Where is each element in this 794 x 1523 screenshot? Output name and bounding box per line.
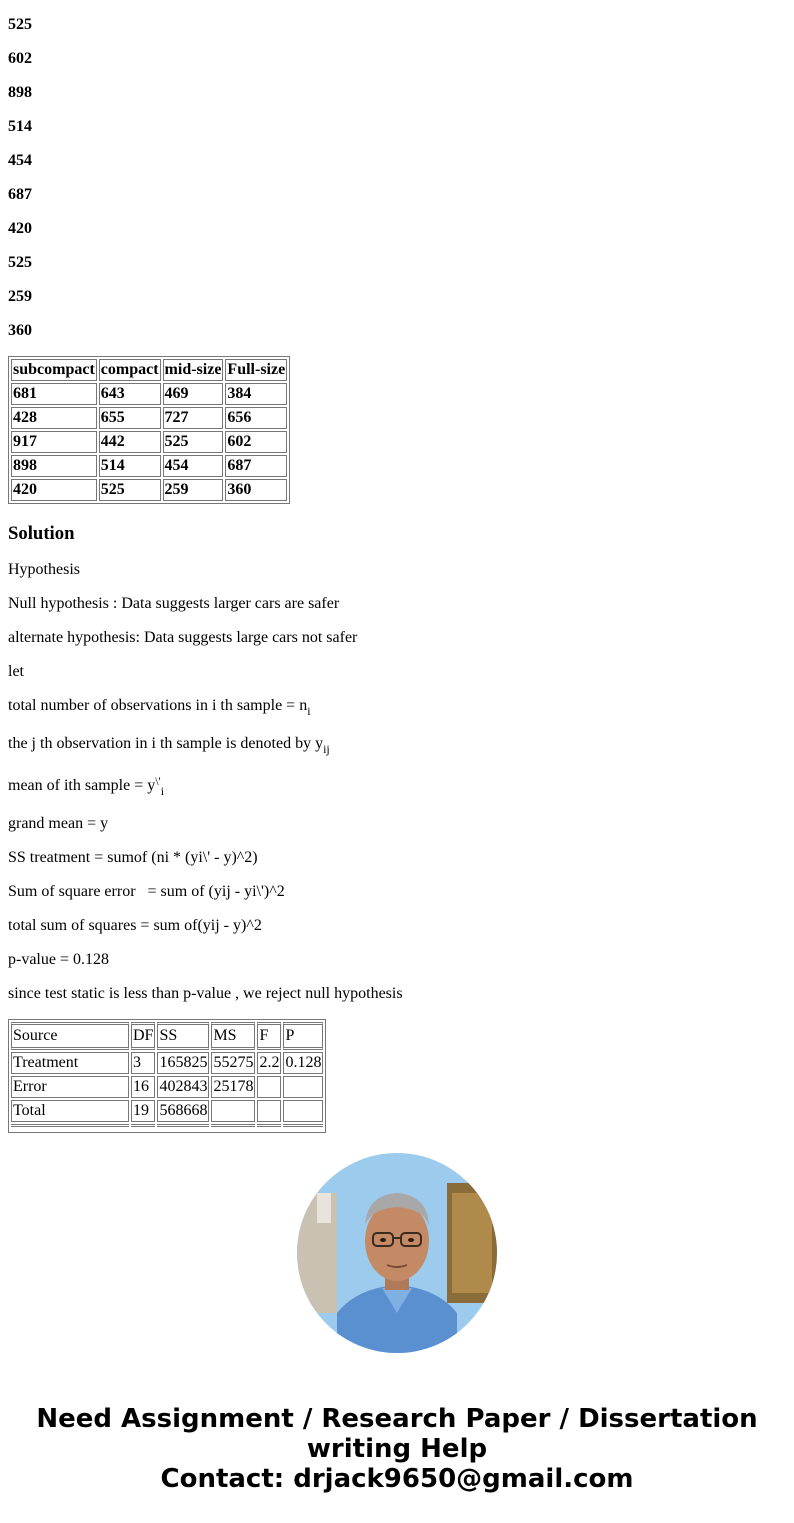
solution-body: [8, 561, 786, 1003]
table-cell: Treatment: [11, 1052, 129, 1074]
table-cell: 454: [163, 455, 224, 477]
observations-count-text: total number of observations in i th sample = n: [8, 697, 308, 714]
table-cell: [257, 1100, 281, 1122]
value-item: 525: [8, 254, 32, 271]
table-cell: [211, 1100, 255, 1122]
table-cell: 25178: [211, 1076, 255, 1098]
table-header-cell: MS: [211, 1022, 255, 1050]
sse-line: Sum of square error = sum of (yij - yi\')^2: [8, 883, 285, 900]
ss-treatment-line: SS treatment = sumof (ni * (yi\' - y)^2): [8, 849, 258, 866]
solution-heading: Solution: [8, 523, 75, 544]
null-hypothesis: Null hypothesis : Data suggests larger cars are safer: [8, 595, 340, 612]
table-cell: 917: [11, 431, 97, 453]
contact-banner: [0, 1404, 794, 1494]
table-cell: 259: [163, 479, 224, 501]
sst-line: total sum of squares = sum of(yij - y)^2: [8, 917, 262, 934]
table-cell: 16: [131, 1076, 155, 1098]
subscript-i: i: [307, 704, 311, 718]
table-cell: 469: [163, 383, 224, 405]
table-cell: 655: [99, 407, 161, 429]
table-header-cell: SS: [157, 1022, 209, 1050]
p-value-line: p-value = 0.128: [8, 951, 109, 968]
table-cell: 687: [225, 455, 287, 477]
table-header-cell: Full-size: [225, 359, 287, 381]
table-cell: 402843: [157, 1076, 209, 1098]
document-body: [8, 0, 786, 1133]
table-cell: 55275: [211, 1052, 255, 1074]
banner-line: writing Help: [306, 1434, 488, 1464]
values-list: [8, 0, 786, 340]
table-cell: Error: [11, 1076, 129, 1098]
table-cell: [283, 1076, 323, 1098]
table-cell: 898: [11, 455, 97, 477]
table-header-row: [11, 359, 287, 381]
value-item: 259: [8, 288, 32, 305]
grand-mean-line: grand mean = y: [8, 815, 109, 832]
table-row: [11, 1100, 323, 1122]
table-cell: 442: [99, 431, 161, 453]
table-row: [11, 407, 287, 429]
table-cell: 643: [99, 383, 161, 405]
table-cell: 3: [131, 1052, 155, 1074]
table-cell: 19: [131, 1100, 155, 1122]
conclusion-line: since test static is less than p-value , we reject null hypothesis: [8, 985, 403, 1002]
table-header-cell: subcompact: [11, 359, 97, 381]
avatar: [297, 1153, 497, 1353]
table-header-cell: mid-size: [163, 359, 224, 381]
table-cell: 360: [225, 479, 287, 501]
value-item: 602: [8, 50, 32, 67]
value-item: 687: [8, 186, 32, 203]
table-cell: 428: [11, 407, 97, 429]
table-cell: 727: [163, 407, 224, 429]
hypothesis-label: Hypothesis: [8, 561, 80, 578]
table-cell: 525: [163, 431, 224, 453]
table-cell: 525: [99, 479, 161, 501]
table-cell: 514: [99, 455, 161, 477]
value-item: 454: [8, 152, 32, 169]
table-row: [11, 431, 287, 453]
anova-table: [8, 1019, 326, 1133]
alternate-hypothesis: alternate hypothesis: Data suggests large cars not safer: [8, 629, 358, 646]
table-cell: 0.128: [283, 1052, 323, 1074]
sample-mean-line: [8, 774, 786, 798]
table-row: [11, 455, 287, 477]
table-header-cell: F: [257, 1022, 281, 1050]
superscript-prime: \': [155, 774, 161, 788]
value-item: 360: [8, 322, 32, 339]
sample-mean-text: mean of ith sample = y: [8, 777, 156, 794]
table-footer-rule: [11, 1124, 323, 1130]
let-label: let: [8, 663, 24, 680]
subscript-ij: ij: [323, 742, 330, 756]
table-header-cell: Source: [11, 1022, 129, 1050]
table-cell: 602: [225, 431, 287, 453]
table-cell: 681: [11, 383, 97, 405]
contact-email: Contact: drjack9650@gmail.com: [160, 1464, 634, 1494]
table-row: [11, 1052, 323, 1074]
banner-line: Need Assignment / Research Paper / Dissertation: [36, 1404, 758, 1434]
observation-line: [8, 735, 786, 756]
table-row: [11, 383, 287, 405]
table-cell: 384: [225, 383, 287, 405]
table-cell: [257, 1076, 281, 1098]
table-header-cell: P: [283, 1022, 323, 1050]
value-item: 898: [8, 84, 32, 101]
value-item: 525: [8, 16, 32, 33]
table-header-row: [11, 1022, 323, 1050]
car-data-table: [8, 356, 290, 504]
value-item: 420: [8, 220, 32, 237]
table-cell: 656: [225, 407, 287, 429]
table-cell: Total: [11, 1100, 129, 1122]
table-cell: 2.2: [257, 1052, 281, 1074]
table-row: [11, 1076, 323, 1098]
observation-text: the j th observation in i th sample is denoted by y: [8, 735, 324, 752]
table-header-cell: compact: [99, 359, 161, 381]
subscript-i: i: [160, 784, 165, 798]
table-header-cell: DF: [131, 1022, 155, 1050]
value-item: 514: [8, 118, 32, 135]
observations-count-line: [8, 697, 786, 718]
table-cell: [283, 1100, 323, 1122]
table-cell: 165825: [157, 1052, 209, 1074]
table-cell: 568668: [157, 1100, 209, 1122]
person-portrait-icon: [297, 1153, 497, 1353]
table-cell: 420: [11, 479, 97, 501]
table-row: [11, 479, 287, 501]
